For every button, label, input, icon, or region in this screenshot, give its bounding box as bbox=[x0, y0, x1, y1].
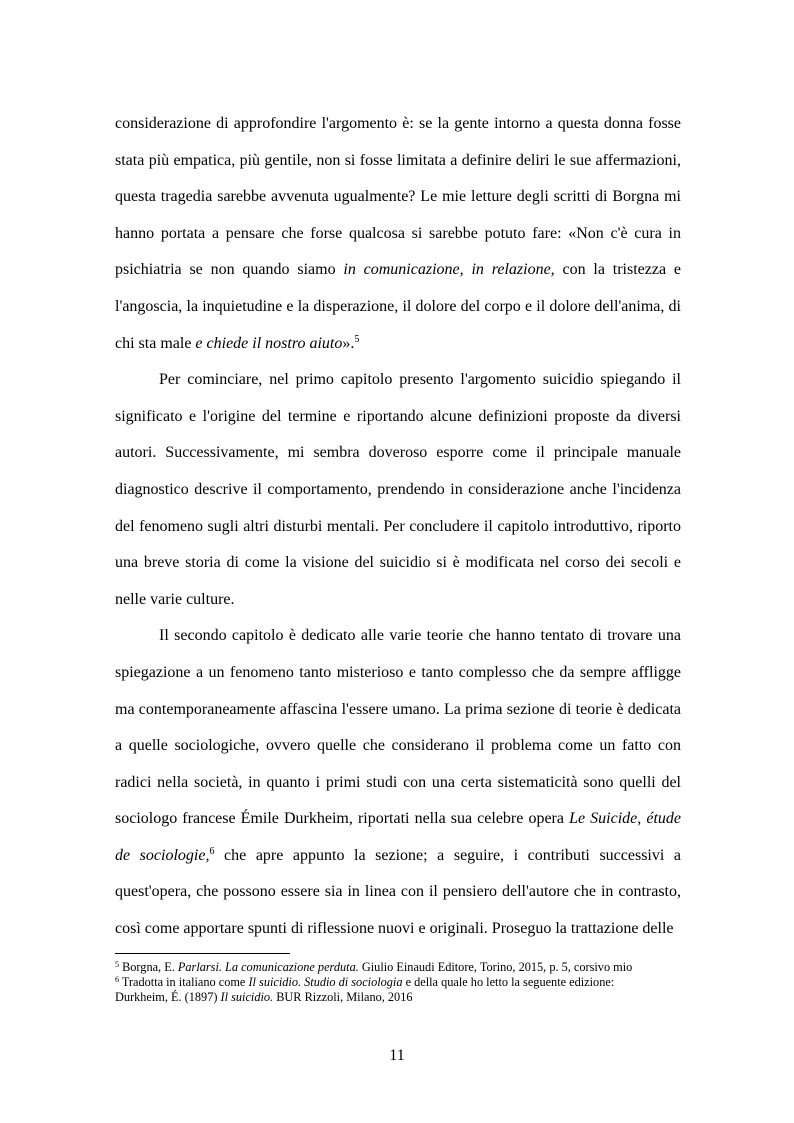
italic-text: in comunicazione, in relazione, bbox=[343, 261, 555, 279]
italic-text: Le Suicide, étude de sociologie bbox=[115, 810, 681, 864]
footnote-reference: 6 bbox=[115, 974, 119, 984]
italic-text: Il suicidio. Studio di sociologia bbox=[248, 974, 403, 989]
paragraph bbox=[115, 362, 681, 618]
footnote-5 bbox=[115, 960, 705, 975]
footnote-reference: 5 bbox=[354, 333, 360, 345]
italic-text: Parlarsi. La comunicazione perduta. bbox=[177, 960, 359, 974]
text-run: che apre appunto la sezione; a seguire, i contributi successivi a quest'opera, che possono essere sia in linea con il pensiero dell'autore che in contrasto, così come apportare spunti di riflessione nuovi e originali. Proseguo la trattazione delle bbox=[115, 846, 681, 938]
paragraph bbox=[115, 106, 681, 362]
text-run: Il secondo capitolo è dedicato alle varie teorie che hanno tentato di trovare una spiegazione a un fenomeno tanto misterioso e tanto complesso che da sempre affligge ma contemporaneamente affascina l'essere umano. La prima sezione di teorie è dedicata a quelle sociologiche, ovvero quelle che considerano il problema come un fatto con radici nella società, in quanto i primi studi con una certa sistematicità sono quelli del sociologo francese Émile Durkheim, riportati nella sua celebre opera bbox=[115, 627, 681, 828]
text-run: , bbox=[205, 846, 210, 864]
footnote-reference: 5 bbox=[115, 960, 119, 969]
text-run: con la tristezza e l'angoscia, la inquietudine e la disperazione, il dolore del corpo e il dolore dell'anima, di chi sta male bbox=[115, 261, 681, 352]
page-number: 11 bbox=[389, 1047, 405, 1064]
text-run: considerazione di approfondire l'argomento è: se la gente intorno a questa donna fosse stata più empatica, più gentile, non si fosse limitata a definire deliri le sue affermazioni, questa tragedia sarebbe avvenuta ugualmente? Le mie letture degli scritti di Borgna mi hanno portata a pensare che forse qualcosa si sarebbe potuto fare: «Non c'è cura in psichiatria se non quando siamo bbox=[115, 115, 681, 279]
text-run: Borgna, E. bbox=[119, 960, 178, 974]
paragraph bbox=[115, 618, 681, 947]
italic-text: Il suicidio. bbox=[220, 989, 274, 1004]
text-run: Per cominciare, nel primo capitolo presento l'argomento suicidio spiegando il significato e l'origine del termine e riportando alcune definizioni proposte da diversi autori. Successivamente, mi sembra doveroso esporre come il principale manuale diagnostico descrive il comportamento, prendendo in considerazione anche l'incidenza del fenomeno sugli altri disturbi mentali. Per concludere il capitolo introduttivo, riporto una breve storia di come la visione del suicidio si è modificata nel corso dei secoli e nelle varie culture. bbox=[115, 371, 681, 608]
text-run: e della quale ho letto la seguente edizione: bbox=[402, 974, 615, 989]
footnote-reference: 6 bbox=[209, 845, 215, 857]
text-run: BUR Rizzoli, Milano, 2016 bbox=[273, 989, 413, 1004]
footnote-6 bbox=[115, 975, 705, 1005]
text-run: ». bbox=[342, 334, 355, 352]
text-run: Durkheim, É. (1897) bbox=[115, 989, 221, 1004]
text-run: Tradotta in italiano come bbox=[119, 974, 249, 989]
italic-text: e chiede il nostro aiuto bbox=[195, 334, 343, 352]
body-text bbox=[115, 106, 681, 948]
footnotes bbox=[115, 960, 705, 1004]
text-run: Giulio Einaudi Editore, Torino, 2015, p. 5, corsivo mio bbox=[358, 960, 633, 974]
footnote-separator bbox=[115, 953, 290, 954]
